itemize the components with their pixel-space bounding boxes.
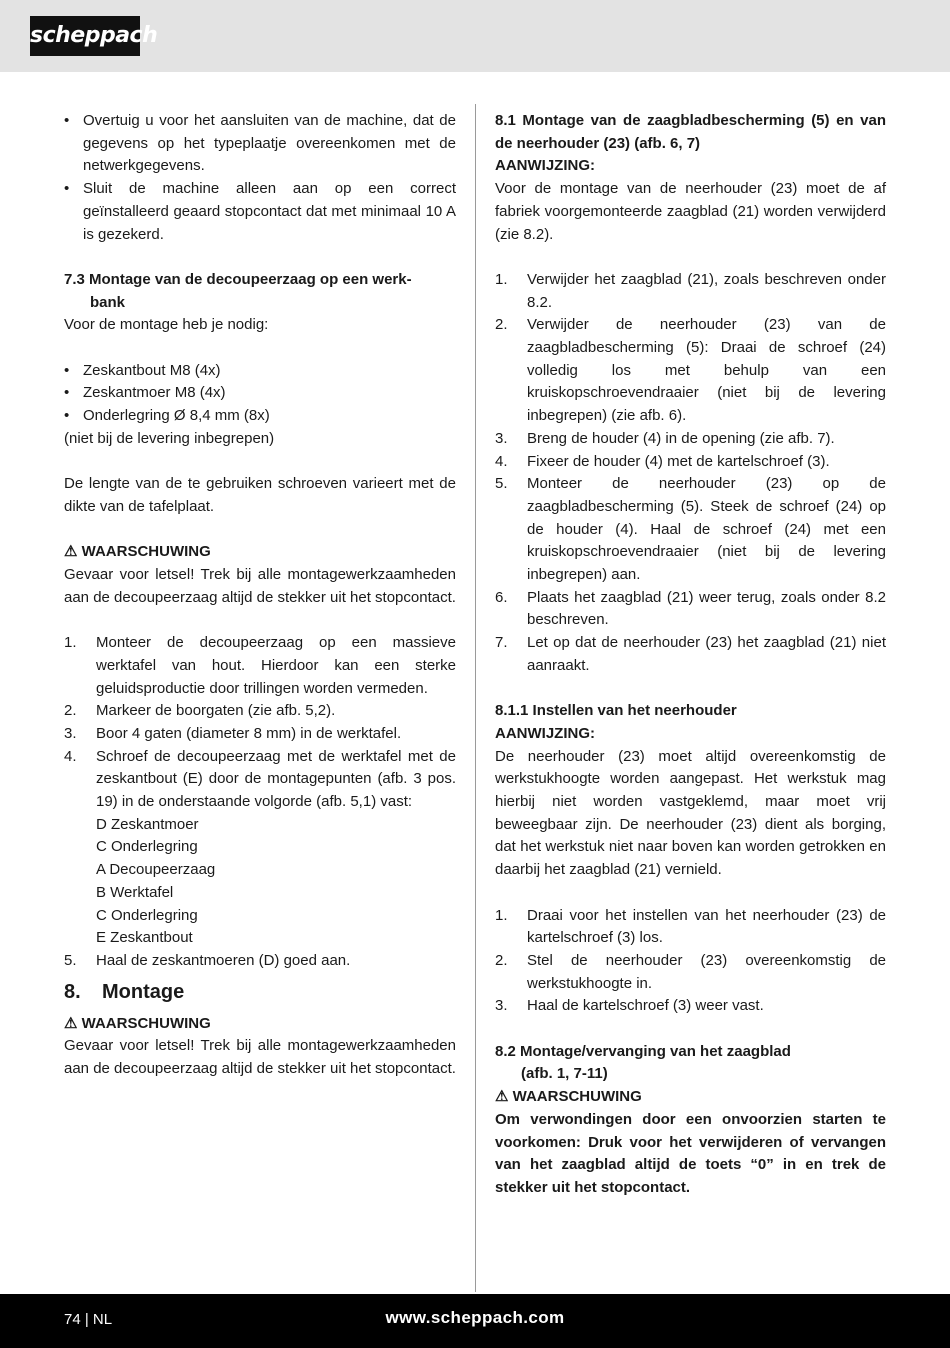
warning-title: ⚠ WAARSCHUWING [64, 1014, 211, 1032]
paragraph: (niet bij de levering inbegrepen) [64, 429, 275, 447]
section-heading-7-3-cont: bank [90, 293, 126, 311]
section-heading-7-3: 7.3 Montage van de decoupeerzaag op een werk- [64, 270, 412, 288]
left-column [64, 110, 456, 1081]
column-divider [475, 104, 476, 1292]
bullet-item: • Overtuig u voor het aansluiten van de machine, dat de gegevens op het typeplaatje overeenkomen met de netwerkgegevens. [64, 110, 456, 178]
list-item: 1. Verwijder het zaagblad (21), zoals beschreven onder 8.2. [495, 270, 886, 311]
list-item: 3. Haal de kartelschroef (3) weer vast. [495, 997, 764, 1015]
right-column [495, 110, 886, 1200]
section-heading-8-2: 8.2 Montage/vervanging van het zaagblad [495, 1042, 791, 1060]
note-title: AANWIJZING: [495, 724, 595, 742]
order-item: B Werktafel [96, 883, 174, 901]
order-item: E Zeskantbout [96, 929, 193, 947]
list-item: 2. Markeer de boorgaten (zie afb. 5,2). [64, 702, 336, 720]
warning-text: Om verwondingen door een onvoorzien starten te voorkomen: Druk voor het verwijderen of vervangen van het zaagblad altijd de toets “0” in en trek de stekker uit het stopcontact. [495, 1110, 886, 1196]
chapter-heading-8: 8. Montage [64, 980, 185, 1003]
parts-item: • Zeskantbout M8 (4x) [64, 360, 456, 383]
page-number: 74 | NL [64, 1311, 113, 1328]
list-item: 1. Draai voor het instellen van het neerhouder (23) de kartelschroef (3) los. [495, 906, 886, 947]
paragraph: Voor de montage heb je nodig: [64, 316, 269, 334]
bullet-item: • Sluit de machine alleen aan op een correct geïnstalleerd geaard stopcontact dat met minimaal 10 A is gezekerd. [64, 178, 456, 246]
website-link[interactable]: www.scheppach.com [385, 1308, 565, 1327]
list-item: 5. Haal de zeskantmoeren (D) goed aan. [64, 951, 351, 969]
warning-text: Gevaar voor letsel! Trek bij alle montagewerkzaamheden aan de decoupeerzaag altijd de stekker uit het stopcontact. [64, 566, 456, 606]
warning-title: ⚠ WAARSCHUWING [495, 1088, 642, 1106]
list-item: 4. Schroef de decoupeerzaag met de werktafel met de zeskantbout (E) door de montagepunten (afb. 3 pos. 19) in de onderstaande volgorde (afb. 5,1) vast: [64, 747, 456, 811]
brand-logo: scheppach [30, 16, 140, 56]
list-item: 3. Breng de houder (4) in de opening (zie afb. 7). [495, 429, 835, 447]
order-item: C Onderlegring [96, 838, 198, 856]
order-item: D Zeskantmoer [96, 815, 199, 833]
order-item: A Decoupeerzaag [96, 861, 216, 879]
parts-item: • Onderlegring Ø 8,4 mm (8x) [64, 405, 456, 428]
warning-title: ⚠ WAARSCHUWING [64, 543, 211, 561]
section-heading-8-1: 8.1 Montage van de zaagbladbescherming (5) en van de neerhouder (23) (afb. 6, 7) [495, 112, 886, 152]
list-item: 7. Let op dat de neerhouder (23) het zaagblad (21) niet aanraakt. [495, 634, 886, 674]
page-footer [0, 1294, 950, 1348]
section-heading-8-1-1: 8.1.1 Instellen van het neerhouder [495, 702, 737, 720]
list-item: 5. Monteer de neerhouder (23) op de zaagbladbescherming (5). Steek de schroef (24) op de houder (4). Haal de schroef (24) met een kruiskopschroevendraaier (niet bij de levering inbegrepen) aan. [495, 475, 886, 584]
page-header [0, 0, 950, 72]
note-text: De neerhouder (23) moet altijd overeenkomstig de werkstukhoogte worden aangepast. Het werkstuk mag hierbij niet worden vastgeklemd, maar moet vrij beweegbaar zijn. De neerhouder (23) dient als borging, dat het werkstuk niet naar boven kan worden getrokken en daarbij het zaagblad (21) vernield. [495, 747, 886, 879]
list-item: 4. Fixeer de houder (4) met de kartelschroef (3). [495, 452, 830, 470]
order-item: C Onderlegring [96, 906, 198, 924]
section-heading-8-2-cont: (afb. 1, 7-11) [521, 1065, 608, 1083]
list-item: 3. Boor 4 gaten (diameter 8 mm) in de werktafel. [64, 724, 402, 742]
list-item: 2. Stel de neerhouder (23) overeenkomstig de werkstukhoogte in. [495, 951, 886, 992]
list-item: 2. Verwijder de neerhouder (23) van de zaagbladbescherming (5): Draai de schroef (24) volledig los met behulp van een kruiskopschroevendraaier (niet bij de levering inbegrepen) (zie afb. 6). [495, 316, 886, 425]
list-item: 6. Plaats het zaagblad (21) weer terug, zoals onder 8.2 beschreven. [495, 588, 886, 629]
paragraph: De lengte van de te gebruiken schroeven varieert met de dikte van de tafelplaat. [64, 475, 456, 515]
note-text: Voor de montage van de neerhouder (23) moet de af fabriek voorgemonteerde zaagblad (21) worden verwijderd (zie 8.2). [495, 180, 886, 243]
parts-item: • Zeskantmoer M8 (4x) [64, 382, 456, 405]
list-item: 1. Monteer de decoupeerzaag op een massieve werktafel van hout. Hierdoor kan een sterke geluidsproductie door trillingen worden vermeden. [64, 634, 456, 697]
warning-text: Gevaar voor letsel! Trek bij alle montagewerkzaamheden aan de decoupeerzaag altijd de stekker uit het stopcontact. [64, 1037, 456, 1078]
note-title: AANWIJZING: [495, 157, 595, 175]
